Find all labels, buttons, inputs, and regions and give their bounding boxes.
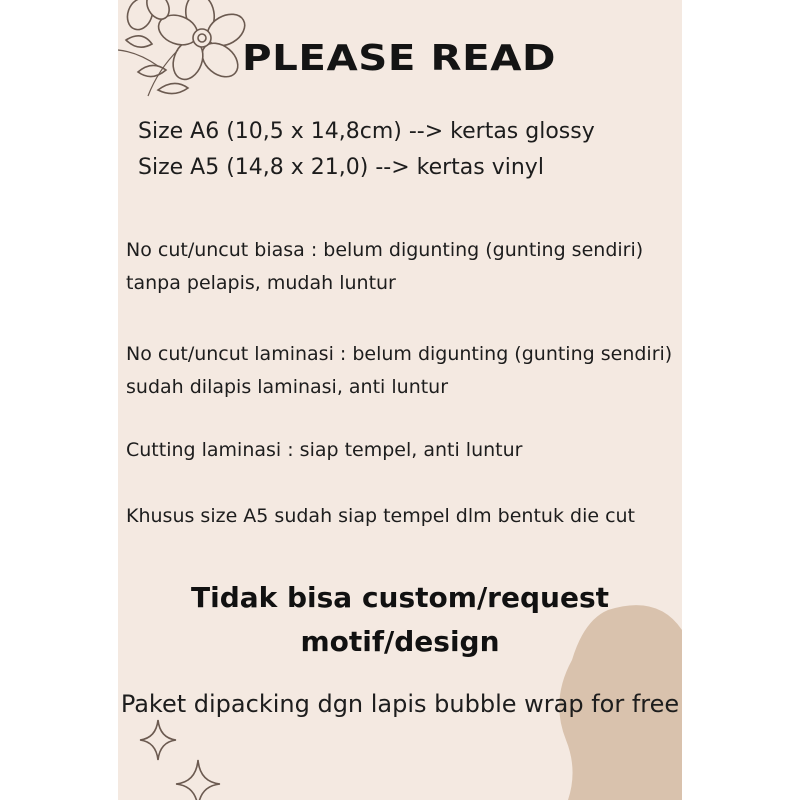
paragraph-cutting-laminasi: Cutting laminasi : siap tempel, anti luntur bbox=[126, 439, 523, 461]
info-card bbox=[118, 0, 682, 800]
size-a5-line: Size A5 (14,8 x 21,0) --> kertas vinyl bbox=[138, 155, 544, 180]
notice-text: Tidak bisa custom/request motif/design bbox=[191, 581, 609, 658]
flower-icon bbox=[118, 0, 248, 100]
paragraph-khusus-a5: Khusus size A5 sudah siap tempel dlm bentuk die cut bbox=[126, 505, 636, 527]
footer-text: Paket dipacking dgn lapis bubble wrap for free bbox=[120, 690, 680, 718]
paragraph-no-cut-biasa: No cut/uncut biasa : belum digunting (gunting sendiri) tanpa pelapis, mudah luntur bbox=[126, 239, 644, 294]
size-list bbox=[138, 114, 595, 186]
paragraph-no-cut-laminasi: No cut/uncut laminasi : belum digunting (gunting sendiri) sudah dilapis laminasi, anti luntur bbox=[126, 343, 673, 398]
page-title: PLEASE READ bbox=[242, 38, 557, 79]
size-a6-line: Size A6 (10,5 x 14,8cm) --> kertas glossy bbox=[138, 119, 595, 144]
